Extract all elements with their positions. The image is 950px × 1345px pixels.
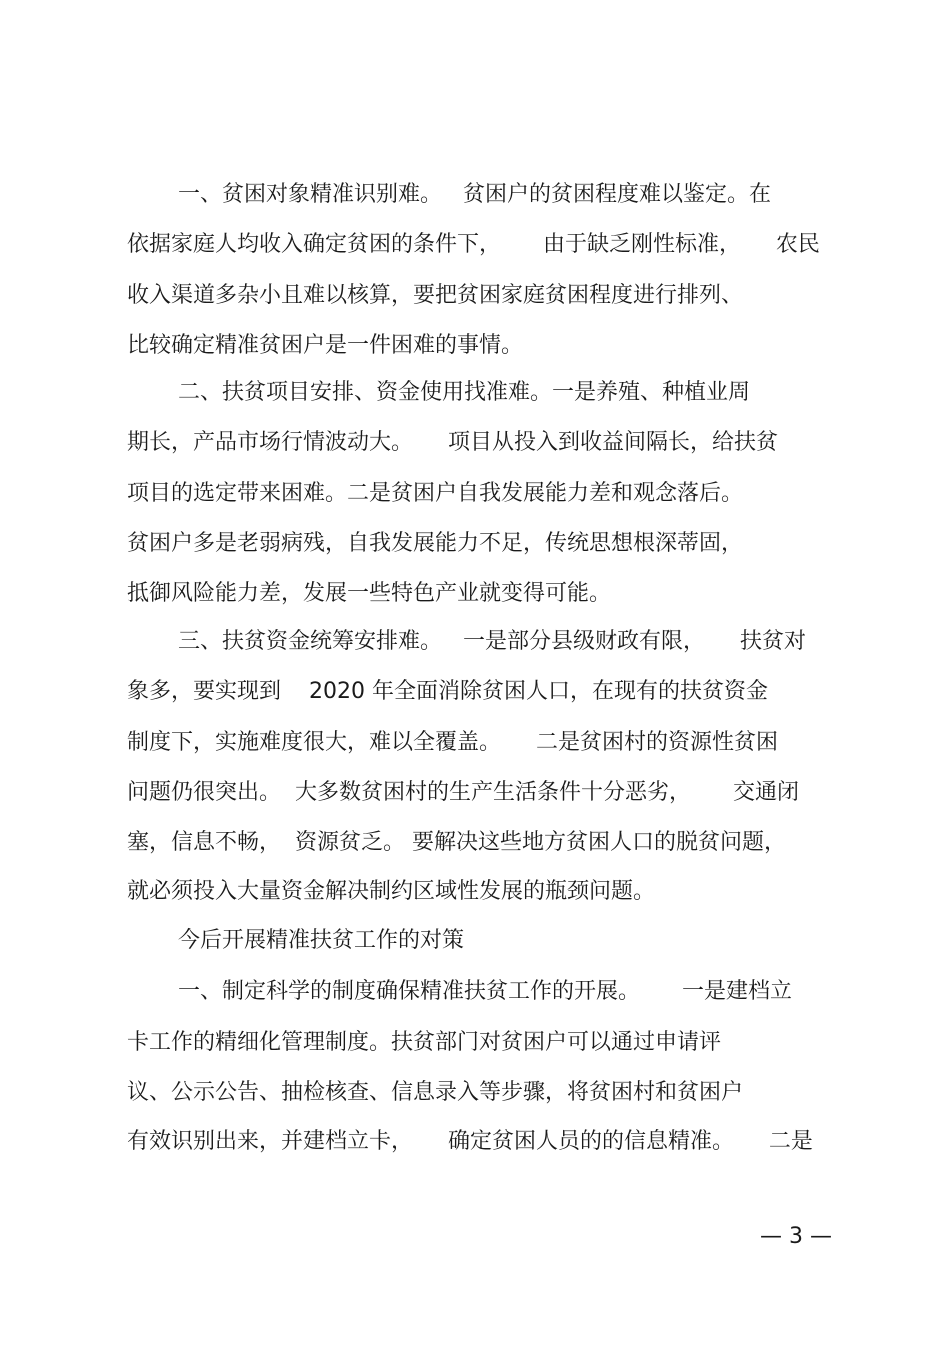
section-heading: 今后开展精准扶贫工作的对策: [178, 928, 465, 953]
paragraph-3-line-2: 象多，要实现到 2020 年全面消除贫困人口，在现有的扶贫资金: [127, 679, 768, 704]
paragraph-1-line-3: 收入渠道多杂小且难以核算，要把贫困家庭贫困程度进行排列、: [127, 283, 744, 308]
paragraph-3-line-3: 制度下，实施难度很大，难以全覆盖。 二是贫困村的资源性贫困: [127, 730, 778, 755]
paragraph-3-line-1: 三、扶贫资金统筹安排难。 一是部分县级财政有限， 扶贫对: [178, 629, 806, 654]
page-number: — 3 —: [760, 1224, 832, 1249]
paragraph-4-line-3: 议、公示公告、抽检核查、信息录入等步骤，将贫困村和贫困户: [127, 1080, 744, 1105]
paragraph-4-line-2: 卡工作的精细化管理制度。扶贫部门对贫困户可以通过申请评: [127, 1030, 722, 1055]
paragraph-2-line-1: 二、扶贫项目安排、资金使用找准难。一是养殖、种植业周: [178, 380, 751, 405]
paragraph-4-line-1: 一、制定科学的制度确保精准扶贫工作的开展。 一是建档立: [178, 979, 792, 1004]
paragraph-2-line-2: 期长，产品市场行情波动大。 项目从投入到收益间隔长，给扶贫: [127, 430, 778, 455]
paragraph-2-line-3: 项目的选定带来困难。二是贫困户自我发展能力差和观念落后。: [127, 481, 744, 506]
paragraph-1-line-1: 一、贫困对象精准识别难。 贫困户的贫困程度难以鉴定。在: [178, 182, 771, 207]
paragraph-2-line-5: 抵御风险能力差，发展一些特色产业就变得可能。: [127, 581, 612, 606]
paragraph-4-line-4: 有效识别出来，并建档立卡， 确定贫困人员的的信息精准。 二是: [127, 1129, 813, 1154]
paragraph-1-line-2: 依据家庭人均收入确定贫困的条件下， 由于缺乏刚性标准， 农民: [127, 232, 820, 257]
paragraph-3-line-6: 就必须投入大量资金解决制约区域性发展的瓶颈问题。: [127, 879, 656, 904]
paragraph-1-line-4: 比较确定精准贫困户是一件困难的事情。: [127, 333, 524, 358]
paragraph-3-line-5: 塞，信息不畅， 资源贫乏。 要解决这些地方贫困人口的脱贫问题，: [127, 830, 786, 855]
paragraph-2-line-4: 贫困户多是老弱病残，自我发展能力不足，传统思想根深蒂固，: [127, 531, 744, 556]
paragraph-3-line-4: 问题仍很突出。 大多数贫困村的生产生活条件十分恶劣， 交通闭: [127, 780, 799, 805]
